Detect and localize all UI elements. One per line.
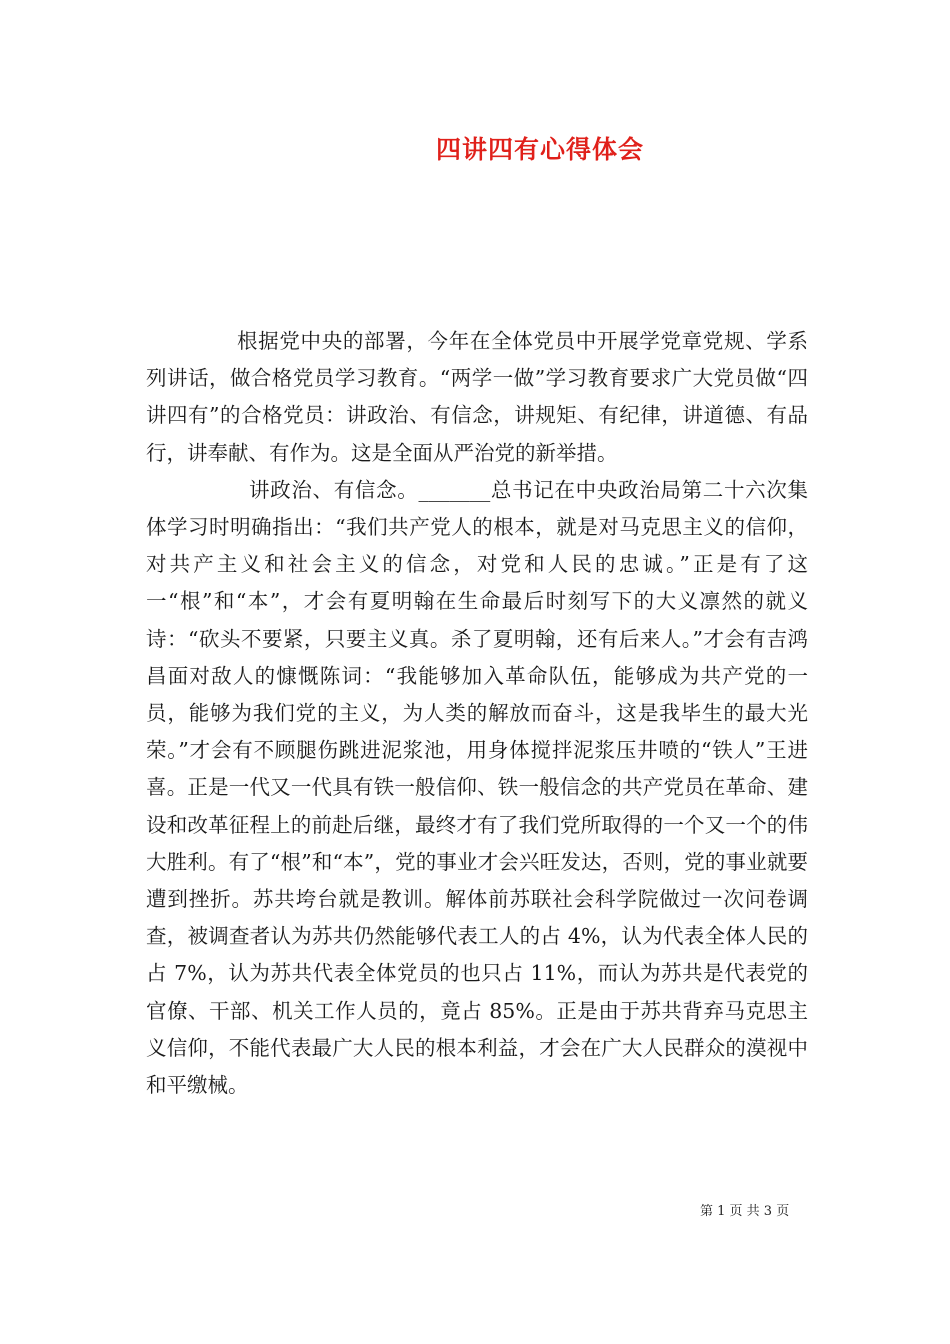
paragraph-politics-belief: 讲政治、有信念。_______总书记在中央政治局第二十六次集体学习时明确指出：“我们共产党人的根本，就是对马克思主义的信仰，对共产主义和社会主义的信念，对党和人民的忠诚。”正是有了这一“根”和“本”，才会有夏明翰在生命最后时刻写下的大义凛然的就义诗：“砍头不要紧，只要主义真。杀了夏明翰，还有后来人。”才会有吉鸿昌面对敌人的慷慨陈词：“我能够加入革命队伍，能够成为共产党的一员，能够为我们党的主义，为人类的解放而奋斗，这是我毕生的最大光荣。”才会有不顾腿伤跳进泥浆池，用身体搅拌泥浆压井喷的“铁人”王进喜。正是一代又一代具有铁一般信仰、铁一般信念的共产党员在革命、建设和改革征程上的前赴后继，最终才有了我们党所取得的一个又一个的伟大胜利。有了“根”和“本”，党的事业才会兴旺发达，否则，党的事业就要遭到挫折。苏共垮台就是教训。解体前苏联社会科学院做过一次问卷调查，被调查者认为苏共仍然能够代表工人的占 4%，认为代表全体人民的占 7%，认为苏共代表全体党员的也只占 11%，而认为苏共是代表党的官僚、干部、机关工作人员的，竟占 85%。正是由于苏共背弃马克思主义信仰，不能代表最广大人民的根本利益，才会在广大人民群众的漠视中和平缴械。 <box>146 477 808 1098</box>
page-footer: 第 1 页 共 3 页 <box>700 1204 790 1219</box>
document-title: 四讲四有心得体会 <box>435 135 644 164</box>
paragraph-intro: 根据党中央的部署，今年在全体党员中开展学党章党规、学系列讲话，做合格党员学习教育。“两学一做”学习教育要求广大党员做“四讲四有”的合格党员：讲政治、有信念，讲规矩、有纪律，讲道德、有品行，讲奉献、有作为。这是全面从严治党的新举措。 <box>146 329 808 465</box>
document-body <box>146 323 808 1104</box>
